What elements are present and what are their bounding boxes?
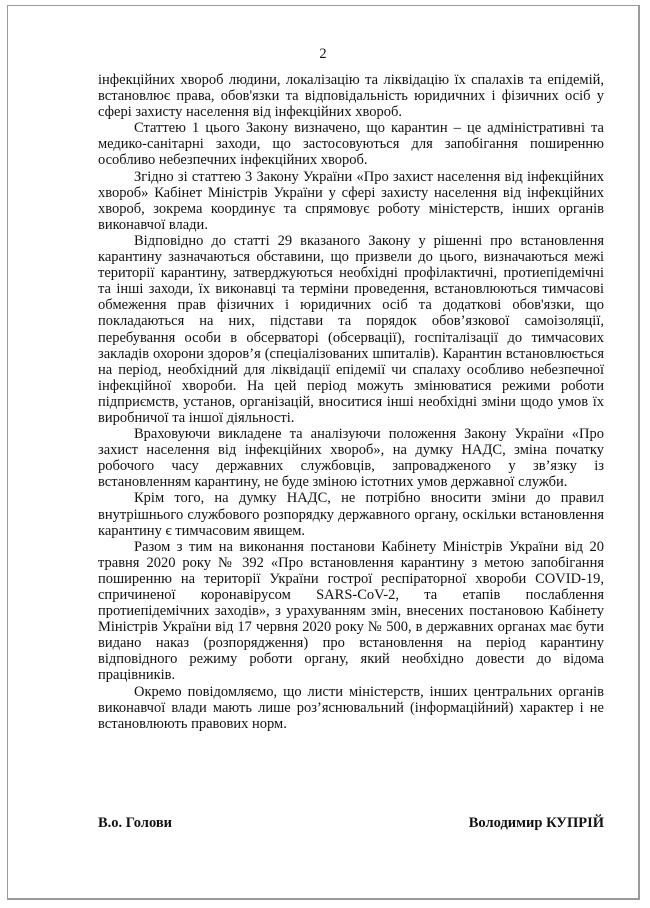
paragraph-8: Окремо повідомляємо, що листи міністерств, інших центральних органів виконавчої влади мають лише роз’яснювальний (інформаційний) характер і не встановлюють правових норм. (98, 683, 604, 732)
signatory-name: Володимир КУПРІЙ (468, 815, 604, 831)
paragraph-4: Відповідно до статті 29 вказаного Закону у рішенні про встановлення карантину зазначаються обставини, що призвели до цього, визначаються межі території карантину, затверджуються необхідні профілактичні, протиепідемічні та інші заходи, їх виконавці та терміни проведення, встановлюються тимчасові обмеження прав фізичних і юридичних осіб та додаткові обов'язки, що покладаються на них, підстави та порядок обов’язкової самоізоляції, перебування особи в обсерваторі (обсервації), госпіталізації до тимчасових закладів охорони здоров’я (спеціалізованих шпиталів). Карантин встановлюється на період, необхідний для ліквідації епідемії чи спалаху особливо небезпечної інфекційної хвороби. На цей період можуть змінюватися режими роботи підприємств, установ, організацій, вноситися інші необхідні зміни щодо умов їх виробничої та іншої діяльності. (98, 232, 604, 426)
signatory-position: В.о. Голови (98, 815, 173, 831)
paragraph-3: Згідно зі статтею 3 Закону України «Про захист населення від інфекційних хвороб» Кабінет Міністрів України у сфері захисту населення від інфекційних хвороб, зокрема координує та спрямовує роботу міністерств, інших органів виконавчої влади. (98, 168, 604, 233)
paragraph-2: Статтею 1 цього Закону визначено, що карантин – це адміністративні та медико-санітарні заходи, що застосовуються для запобігання поширенню особливо небезпечних інфекційних хвороб. (98, 120, 604, 169)
document-page (7, 5, 640, 900)
signature-block (98, 815, 604, 832)
paragraph-7: Разом з тим на виконання постанови Кабінету Міністрів України від 20 травня 2020 року № 392 «Про встановлення карантину з метою запобігання поширенню на території України гострої респіраторної хвороби COVID-19, спричиненої коронавірусом SARS-CoV-2, та етапів послаблення протиепідемічних заходів», з урахуванням змін, внесених постановою Кабінету Міністрів України від 17 червня 2020 року № 500, в державних органах має бути видано наказ (розпорядження) про встановлення на період карантину відповідного режиму роботи органу, який необхідно довести до відома працівників. (98, 538, 604, 684)
letter-body (98, 72, 604, 732)
paragraph-5: Враховуючи викладене та аналізуючи положення Закону України «Про захист населення від інфекційних хвороб», на думку НАДС, зміна початку робочого часу державних службовців, запровадженого у зв’язку із встановленням карантину, не буде зміною істотних умов державної служби. (98, 426, 604, 491)
paragraph-1: інфекційних хвороб людини, локалізацію та ліквідацію їх спалахів та епідемій, встановлює права, обов'язки та відповідальність юридичних і фізичних осіб у сфері захисту населення від інфекційних хвороб. (98, 72, 604, 121)
paragraph-6: Крім того, на думку НАДС, не потрібно вносити зміни до правил внутрішнього службового розпорядку державного органу, оскільки встановлення карантину є тимчасовим явищем. (98, 490, 604, 539)
page-number: 2 (319, 46, 327, 62)
